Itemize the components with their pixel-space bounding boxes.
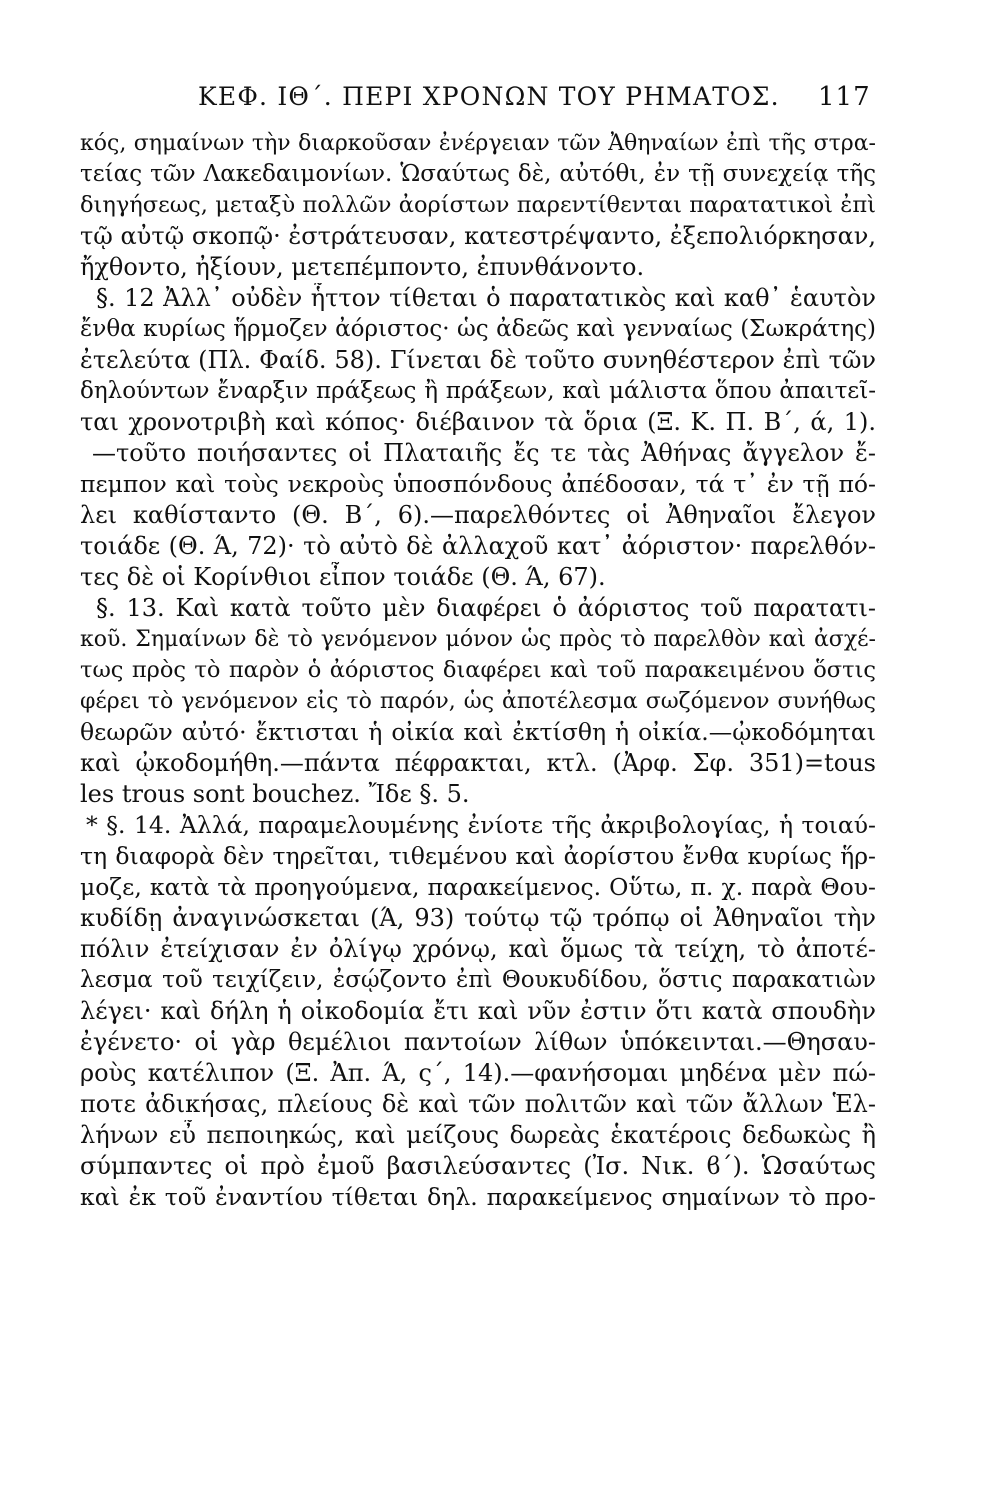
text-line: τως πρὸς τὸ παρὸν ὁ ἀόριστος διαφέρει καὶ τοῦ παρακειμένου ὅστις bbox=[80, 657, 876, 683]
text-line: λεσμα τοῦ τειχίζειν, ἐσῴζοντο ἐπὶ Θουκυδίδου, ὅστις παρακατιὼν bbox=[80, 967, 876, 993]
text-line: τες δὲ οἱ Κορίνθιοι εἶπον τοιάδε (Θ. Ά, 67). bbox=[80, 563, 606, 591]
text-line: ται χρονοτριβὴ καὶ κόπος· διέβαινον τὰ ὅρια (Ξ. Κ. Π. Β΄, ά, 1). bbox=[80, 408, 876, 436]
text-line: καὶ ᾠκοδομήθη.—πάντα πέφρακται, κτλ. (Ἀρφ. Σφ. 351)=tous bbox=[80, 749, 876, 777]
text-line: ἐγένετο· οἱ γὰρ θεμέλιοι παντοίων λίθων ὑπόκεινται.—Θησαυ- bbox=[80, 1028, 876, 1056]
text-line: les trous sont bouchez. Ἴδε §. 5. bbox=[80, 780, 470, 808]
text-line: καὶ ἐκ τοῦ ἐναντίου τίθεται δηλ. παρακείμενος σημαίνων τὸ προ- bbox=[80, 1183, 876, 1211]
text-line: ἔνθα κυρίως ἥρμοζεν ἀόριστος· ὡς ἀδεῶς καὶ γενναίως (Σωκράτης) bbox=[80, 316, 876, 342]
section-14-start: * §. 14. Ἀλλά, παραμελουμένης ἐνίοτε τῆς ἀκριβολογίας, ἡ τοιαύ- bbox=[86, 811, 876, 839]
running-title: ΚΕΦ. ΙΘ΄. ΠΕΡΙ ΧΡΟΝΩΝ ΤΟΥ ΡΗΜΑΤΟΣ. bbox=[198, 82, 780, 111]
text-line: δηλούντων ἔναρξιν πράξεως ἢ πράξεων, καὶ μάλιστα ὅπου ἀπαιτεῖ- bbox=[80, 378, 876, 404]
text-line: πόλιν ἐτείχισαν ἐν ὀλίγῳ χρόνῳ, καὶ ὅμως τὰ τείχη, τὸ ἀποτέ- bbox=[80, 935, 876, 963]
text-line: μοζε, κατὰ τὰ προηγούμενα, παρακείμενος. Οὕτω, π. χ. παρὰ Θου- bbox=[80, 873, 876, 901]
text-line: διηγήσεως, μεταξὺ πολλῶν ἀορίστων παρεντίθενται παρατατικοὶ ἐπὶ bbox=[80, 192, 876, 218]
text-line: κοῦ. Σημαίνων δὲ τὸ γενόμενον μόνον ὡς πρὸς τὸ παρελθὸν καὶ ἀσχέ- bbox=[80, 627, 876, 652]
text-line: κυδίδῃ ἀναγινώσκεται (Ά, 93) τούτῳ τῷ τρόπῳ οἱ Ἀθηναῖοι τὴν bbox=[80, 904, 876, 932]
text-line: ποτε ἀδικήσας, πλείους δὲ καὶ τῶν πολιτῶν καὶ τῶν ἄλλων Ἑλ- bbox=[80, 1090, 876, 1118]
body-text bbox=[80, 128, 876, 1213]
running-header bbox=[0, 82, 998, 122]
text-line: λέγει· καὶ δήλη ἡ οἰκοδομία ἔτι καὶ νῦν ἐστιν ὅτι κατὰ σπουδὴν bbox=[80, 997, 876, 1025]
section-12-start: §. 12 Ἀλλ᾽ οὐδὲν ἧττον τίθεται ὁ παρατατικὸς καὶ καθ᾽ ἑαυτὸν bbox=[96, 284, 876, 312]
section-13-start: §. 13. Καὶ κατὰ τοῦτο μὲν διαφέρει ὁ ἀόριστος τοῦ παρατατι- bbox=[96, 594, 876, 622]
text-line: κός, σημαίνων τὴν διαρκοῦσαν ἐνέργειαν τῶν Ἀθηναίων ἐπὶ τῆς στρα- bbox=[80, 131, 876, 156]
text-line: λήνων εὖ πεποιηκώς, καὶ μείζους δωρεὰς ἑκατέροις δεδωκὼς ἢ bbox=[80, 1121, 876, 1149]
text-line: ἐτελεύτα (Πλ. Φαίδ. 58). Γίνεται δὲ τοῦτο συνηθέστερον ἐπὶ τῶν bbox=[80, 346, 876, 374]
text-line: ἤχθοντο, ἠξίουν, μετεπέμποντο, ἐπυνθάνοντο. bbox=[80, 253, 645, 281]
text-line: ροὺς κατέλιπον (Ξ. Ἀπ. Ά, ς΄, 14).—φανήσομαι μηδένα μὲν πώ- bbox=[80, 1059, 876, 1087]
text-line: λει καθίσταντο (Θ. Β΄, 6).—παρελθόντες οἱ Ἀθηναῖοι ἔλεγον bbox=[80, 501, 876, 529]
text-line: τοιάδε (Θ. Ά, 72)· τὸ αὐτὸ δὲ ἀλλαχοῦ κατ᾽ ἀόριστον· παρελθόν- bbox=[80, 532, 876, 560]
text-line: τη διαφορὰ δὲν τηρεῖται, τιθεμένου καὶ ἀορίστου ἔνθα κυρίως ἥρ- bbox=[80, 842, 876, 870]
page-number: 117 bbox=[818, 82, 871, 112]
text-line: τῷ αὐτῷ σκοπῷ· ἐστράτευσαν, κατεστρέψαντο, ἐξεπολιόρκησαν, bbox=[80, 222, 876, 250]
text-line: τείας τῶν Λακεδαιμονίων. Ὡσαύτως δὲ, αὐτόθι, ἐν τῇ συνεχείᾳ τῆς bbox=[80, 161, 876, 187]
text-line: πεμπον καὶ τοὺς νεκροὺς ὑποσπόνδους ἀπέδοσαν, τά τ᾽ ἐν τῇ πό- bbox=[80, 470, 876, 498]
text-line: θεωρῶν αὐτό· ἔκτισται ἡ οἰκία καὶ ἐκτίσθη ἡ οἰκία.—ᾠκοδόμηται bbox=[80, 718, 876, 746]
text-line: σύμπαντες οἱ πρὸ ἐμοῦ βασιλεύσαντες (Ἰσ. Νικ. ϐ΄). Ὡσαύτως bbox=[80, 1152, 876, 1180]
text-line: φέρει τὸ γενόμενον εἰς τὸ παρόν, ὡς ἀποτέλεσμα σωζόμενον συνήθως bbox=[80, 689, 876, 714]
text-line: —τοῦτο ποιήσαντες οἱ Πλαταιῆς ἔς τε τὰς Ἀθήνας ἄγγελον ἔ- bbox=[92, 439, 876, 467]
